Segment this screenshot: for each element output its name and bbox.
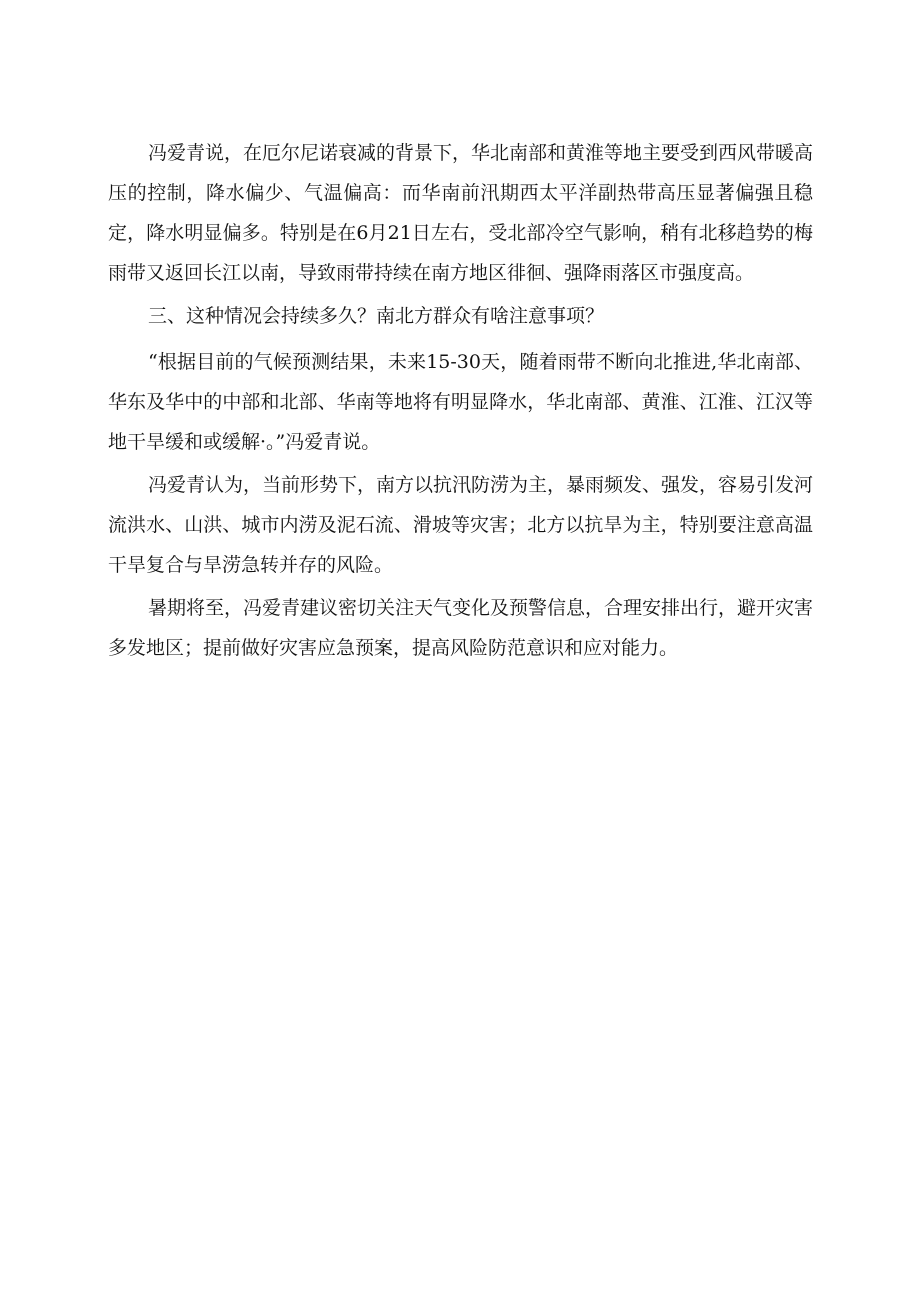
paragraph-risk-assessment: 冯爱青认为，当前形势下，南方以抗汛防涝为主，暴雨频发、强发，容易引发河流洪水、山洪、城市内涝及泥石流、滑坡等灾害；北方以抗旱为主，特别要注意高温干旱复合与旱涝急转并存的风险。 [108,474,814,576]
paragraph-background: 冯爱青说，在厄尔尼诺衰减的背景下，华北南部和黄淮等地主要受到西风带暖高压的控制，降水偏少、气温偏高：而华南前汛期西太平洋副热带高压显著偏强且稳定，降水明显偏多。特别是在6月21日左右，受北部冷空气影响，稍有北移趋势的梅雨带又返回长江以南，导致雨带持续在南方地区徘徊、强降雨落区市强度高。 [108,142,814,284]
paragraph-advice: 暑期将至，冯爱青建议密切关注天气变化及预警信息，合理安排出行，避开灾害多发地区；提前做好灾害应急预案，提高风险防范意识和应对能力。 [108,597,814,659]
section-heading: 三、这种情况会持续多久？南北方群众有啥注意事项？ [148,305,605,327]
document-body [108,133,813,671]
paragraph-forecast-quote: “根据目前的气候预测结果，未来15-30天，随着雨带不断向北推进,华北南部、华东及华中的中部和北部、华南等地将有明显降水，华北南部、黄淮、江淮、江汉等地干旱缓和或缓解·。”冯爱青说。 [108,351,813,453]
